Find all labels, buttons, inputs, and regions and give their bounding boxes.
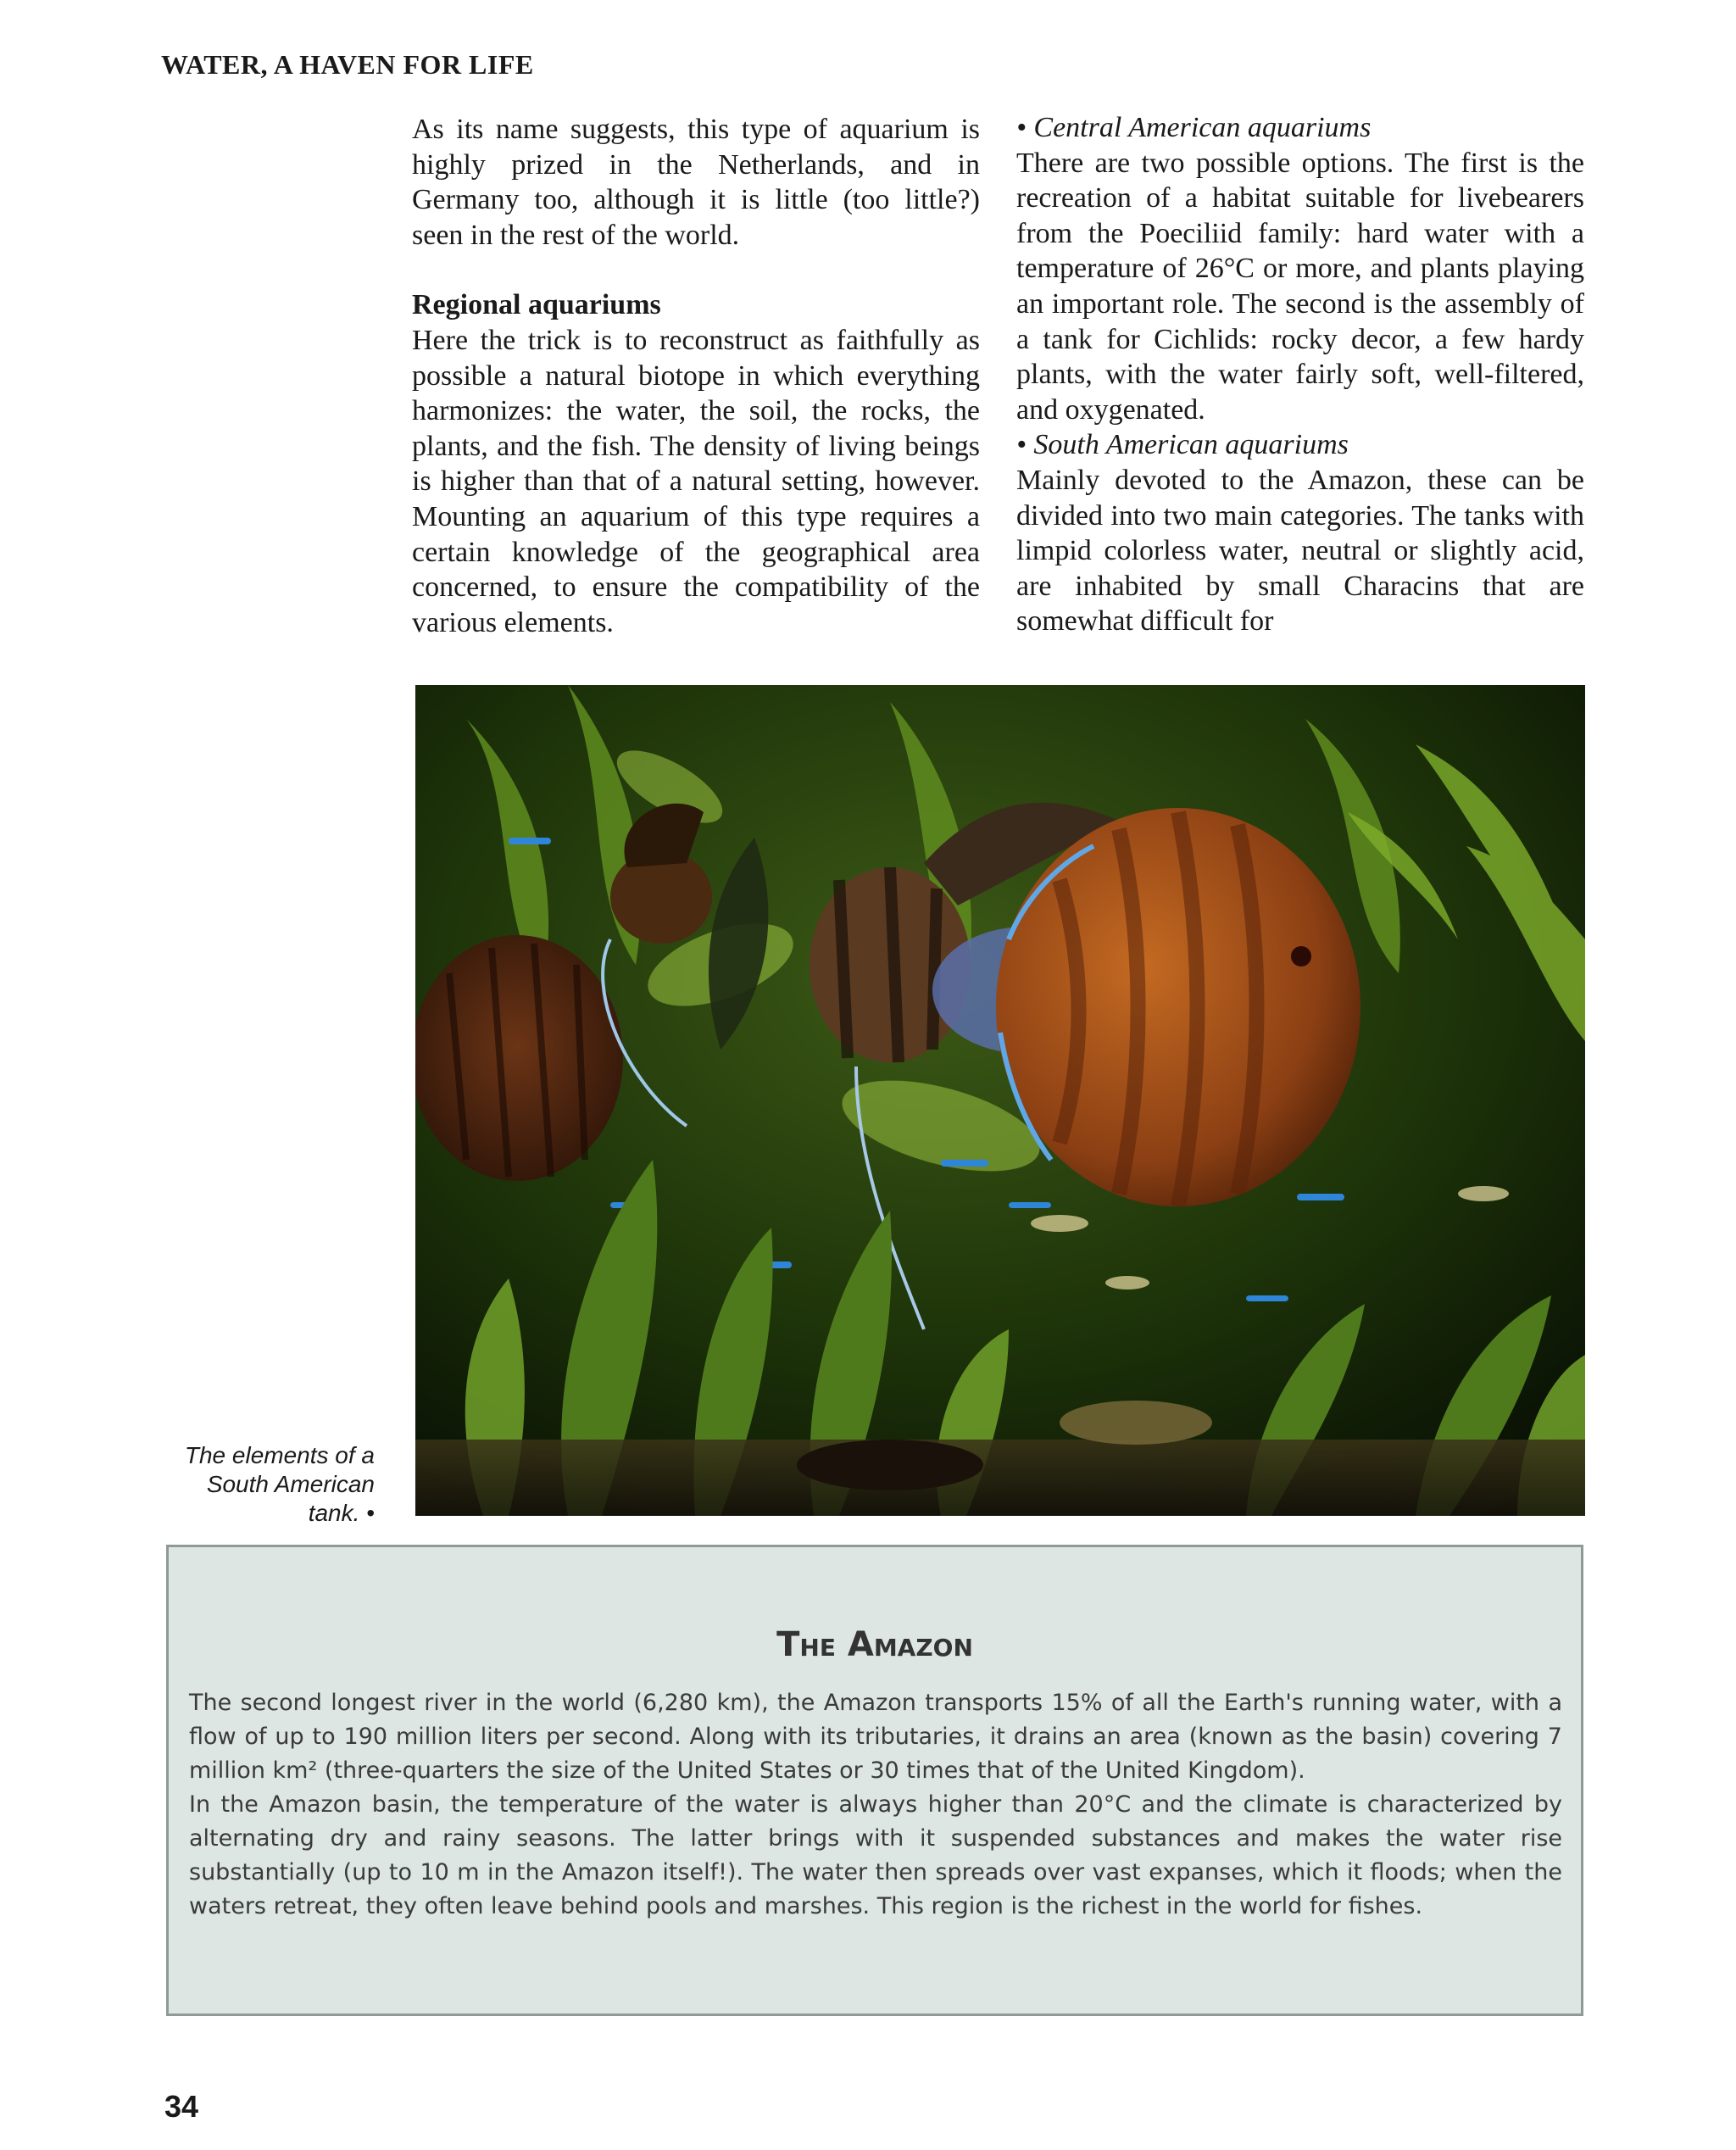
sidebar-title: The Amazon	[776, 1625, 973, 1664]
subhead-regional-aquariums: Regional aquariums	[412, 289, 661, 321]
heading-south-american: • South American aquariums	[1016, 429, 1349, 461]
sidebar-paragraph-2: In the Amazon basin, the temperature of the water is always higher than 20°C and the climate is characterized by alternating dry and rainy seasons. The latter brings with it suspended substances and makes the water rise substantially (up to 10 m in the Amazon itself!). The water then spreads over vast expanses, which it floods; when the waters retreat, they often leave behind pools and marshes. This region is the richest in the world for fishes.	[189, 1791, 1562, 1919]
right-paragraph-1: There are two possible options. The first is the recreation of a habitat suitable for livebearers from the Poeciliid family: hard water with a temperature of 26°C or more, and plants playing an important role. The second is the assembly of a tank for Cichlids: rocky decor, a few hardy plants, with the water fairly soft, well-filtered, and oxygenated.	[1016, 147, 1584, 426]
right-paragraph-2: Mainly devoted to the Amazon, these can be divided into two main categories. The tanks with limpid colorless water, neutral or slightly acid, are inhabited by small Characins that are somewhat difficult for	[1016, 464, 1584, 638]
left-paragraph-2: Here the trick is to reconstruct as faithfully as possible a natural biotope in which everything harmonizes: the water, the soil, the rocks, the plants, and the fish. The density of living beings is higher than that of a natural setting, however. Mounting an aquarium of this type requires a certain knowledge of the geographical area concerned, to ensure the compatibility of the various elements.	[412, 324, 980, 638]
running-head: WATER, A HAVEN FOR LIFE	[161, 49, 534, 80]
aquarium-illustration	[415, 685, 1585, 1516]
heading-central-american: • Central American aquariums	[1016, 112, 1372, 143]
sidebar-body	[189, 1686, 1562, 1924]
aquarium-photo	[415, 685, 1585, 1516]
left-paragraph-1: As its name suggests, this type of aquarium is highly prized in the Netherlands, and in Germany too, although it is little (too little?) seen in the rest of the world.	[412, 114, 980, 251]
photo-caption: The elements of a South American tank. •	[184, 1442, 375, 1526]
sidebar-paragraph-1: The second longest river in the world (6,280 km), the Amazon transports 15% of all the Earth's running water, with a flow of up to 190 million liters per second. Along with its tributaries, it drains an area (known as the basin) covering 7 million km² (three-quarters the size of the United States or 30 times that of the United Kingdom).	[189, 1690, 1562, 1784]
sidebar-box-amazon	[166, 1545, 1583, 2016]
page-number: 34	[164, 2089, 199, 2124]
left-column	[412, 112, 980, 640]
right-column	[1016, 110, 1584, 639]
